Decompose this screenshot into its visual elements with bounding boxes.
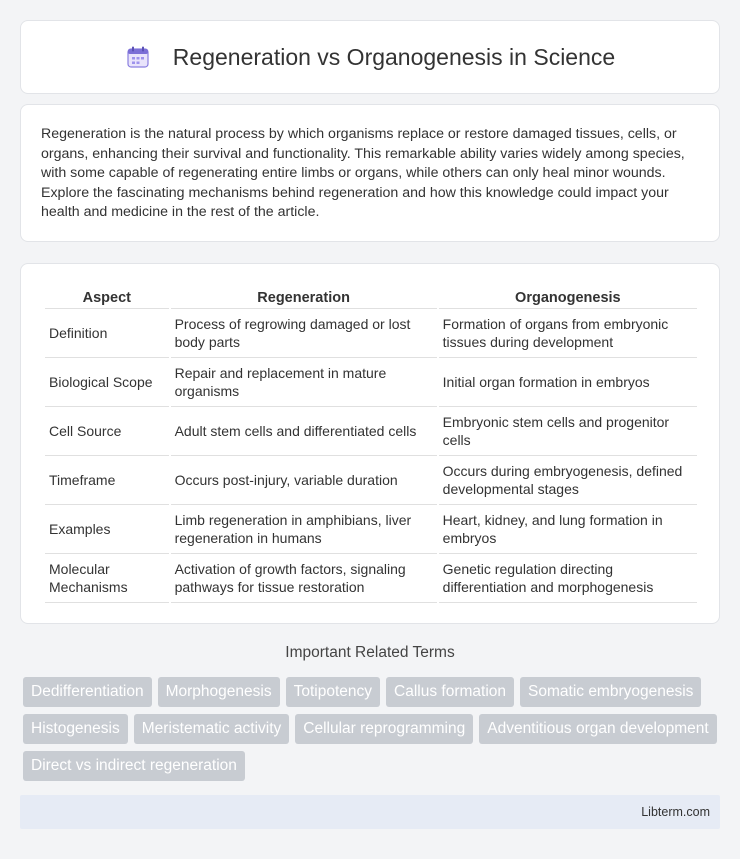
- row-aspect: Molecular Mechanisms: [45, 554, 169, 603]
- comparison-table-card: [20, 263, 720, 624]
- term-tag[interactable]: Callus formation: [386, 677, 514, 707]
- term-tag[interactable]: Somatic embryogenesis: [520, 677, 701, 707]
- related-terms-list: [23, 677, 723, 781]
- term-tag[interactable]: Morphogenesis: [158, 677, 280, 707]
- table-header-row: [45, 287, 697, 309]
- term-tag[interactable]: Dedifferentiation: [23, 677, 152, 707]
- header-aspect: Aspect: [45, 287, 169, 309]
- table-row: [45, 309, 697, 358]
- row-regeneration: Repair and replacement in mature organisms: [171, 358, 437, 407]
- term-tag[interactable]: Meristematic activity: [134, 714, 290, 744]
- intro-paragraph: Regeneration is the natural process by which organisms replace or restore damaged tissues, cells, or organs, enhancing their survival and functionality. This remarkable ability varies widely among species, with some capable of regenerating entire limbs or organs, while others can only heal minor wounds. Explore the fascinating mechanisms behind regeneration and how this knowledge could impact your health and medicine in the rest of the article.: [41, 126, 685, 221]
- term-tag[interactable]: Cellular reprogramming: [295, 714, 473, 744]
- term-tag[interactable]: Histogenesis: [23, 714, 128, 744]
- intro-card: [20, 104, 720, 242]
- related-terms-heading: Important Related Terms: [285, 644, 455, 661]
- row-regeneration: Process of regrowing damaged or lost body parts: [171, 309, 437, 358]
- footer: [20, 795, 720, 829]
- row-aspect: Cell Source: [45, 407, 169, 456]
- term-tag[interactable]: Totipotency: [286, 677, 380, 707]
- header-regeneration: Regeneration: [171, 287, 437, 309]
- title-card: [20, 20, 720, 94]
- table-row: [45, 358, 697, 407]
- row-organogenesis: Initial organ formation in embryos: [439, 358, 697, 407]
- row-aspect: Timeframe: [45, 456, 169, 505]
- row-organogenesis: Formation of organs from embryonic tissues during development: [439, 309, 697, 358]
- term-tag[interactable]: Direct vs indirect regeneration: [23, 751, 245, 781]
- table-row: [45, 407, 697, 456]
- table-row: [45, 505, 697, 554]
- row-regeneration: Activation of growth factors, signaling pathways for tissue restoration: [171, 554, 437, 603]
- header-organogenesis: Organogenesis: [439, 287, 697, 309]
- row-regeneration: Occurs post-injury, variable duration: [171, 456, 437, 505]
- calendar-icon: [125, 44, 151, 70]
- term-tag[interactable]: Adventitious organ development: [479, 714, 716, 744]
- comparison-table: [43, 287, 699, 603]
- row-organogenesis: Heart, kidney, and lung formation in embryos: [439, 505, 697, 554]
- row-organogenesis: Occurs during embryogenesis, defined developmental stages: [439, 456, 697, 505]
- row-aspect: Examples: [45, 505, 169, 554]
- footer-site-link[interactable]: Libterm.com: [641, 805, 710, 819]
- row-organogenesis: Embryonic stem cells and progenitor cells: [439, 407, 697, 456]
- row-aspect: Definition: [45, 309, 169, 358]
- row-regeneration: Adult stem cells and differentiated cells: [171, 407, 437, 456]
- row-aspect: Biological Scope: [45, 358, 169, 407]
- table-row: [45, 554, 697, 603]
- row-regeneration: Limb regeneration in amphibians, liver regeneration in humans: [171, 505, 437, 554]
- row-organogenesis: Genetic regulation directing differentiation and morphogenesis: [439, 554, 697, 603]
- page-title: Regeneration vs Organogenesis in Science: [172, 43, 616, 70]
- table-row: [45, 456, 697, 505]
